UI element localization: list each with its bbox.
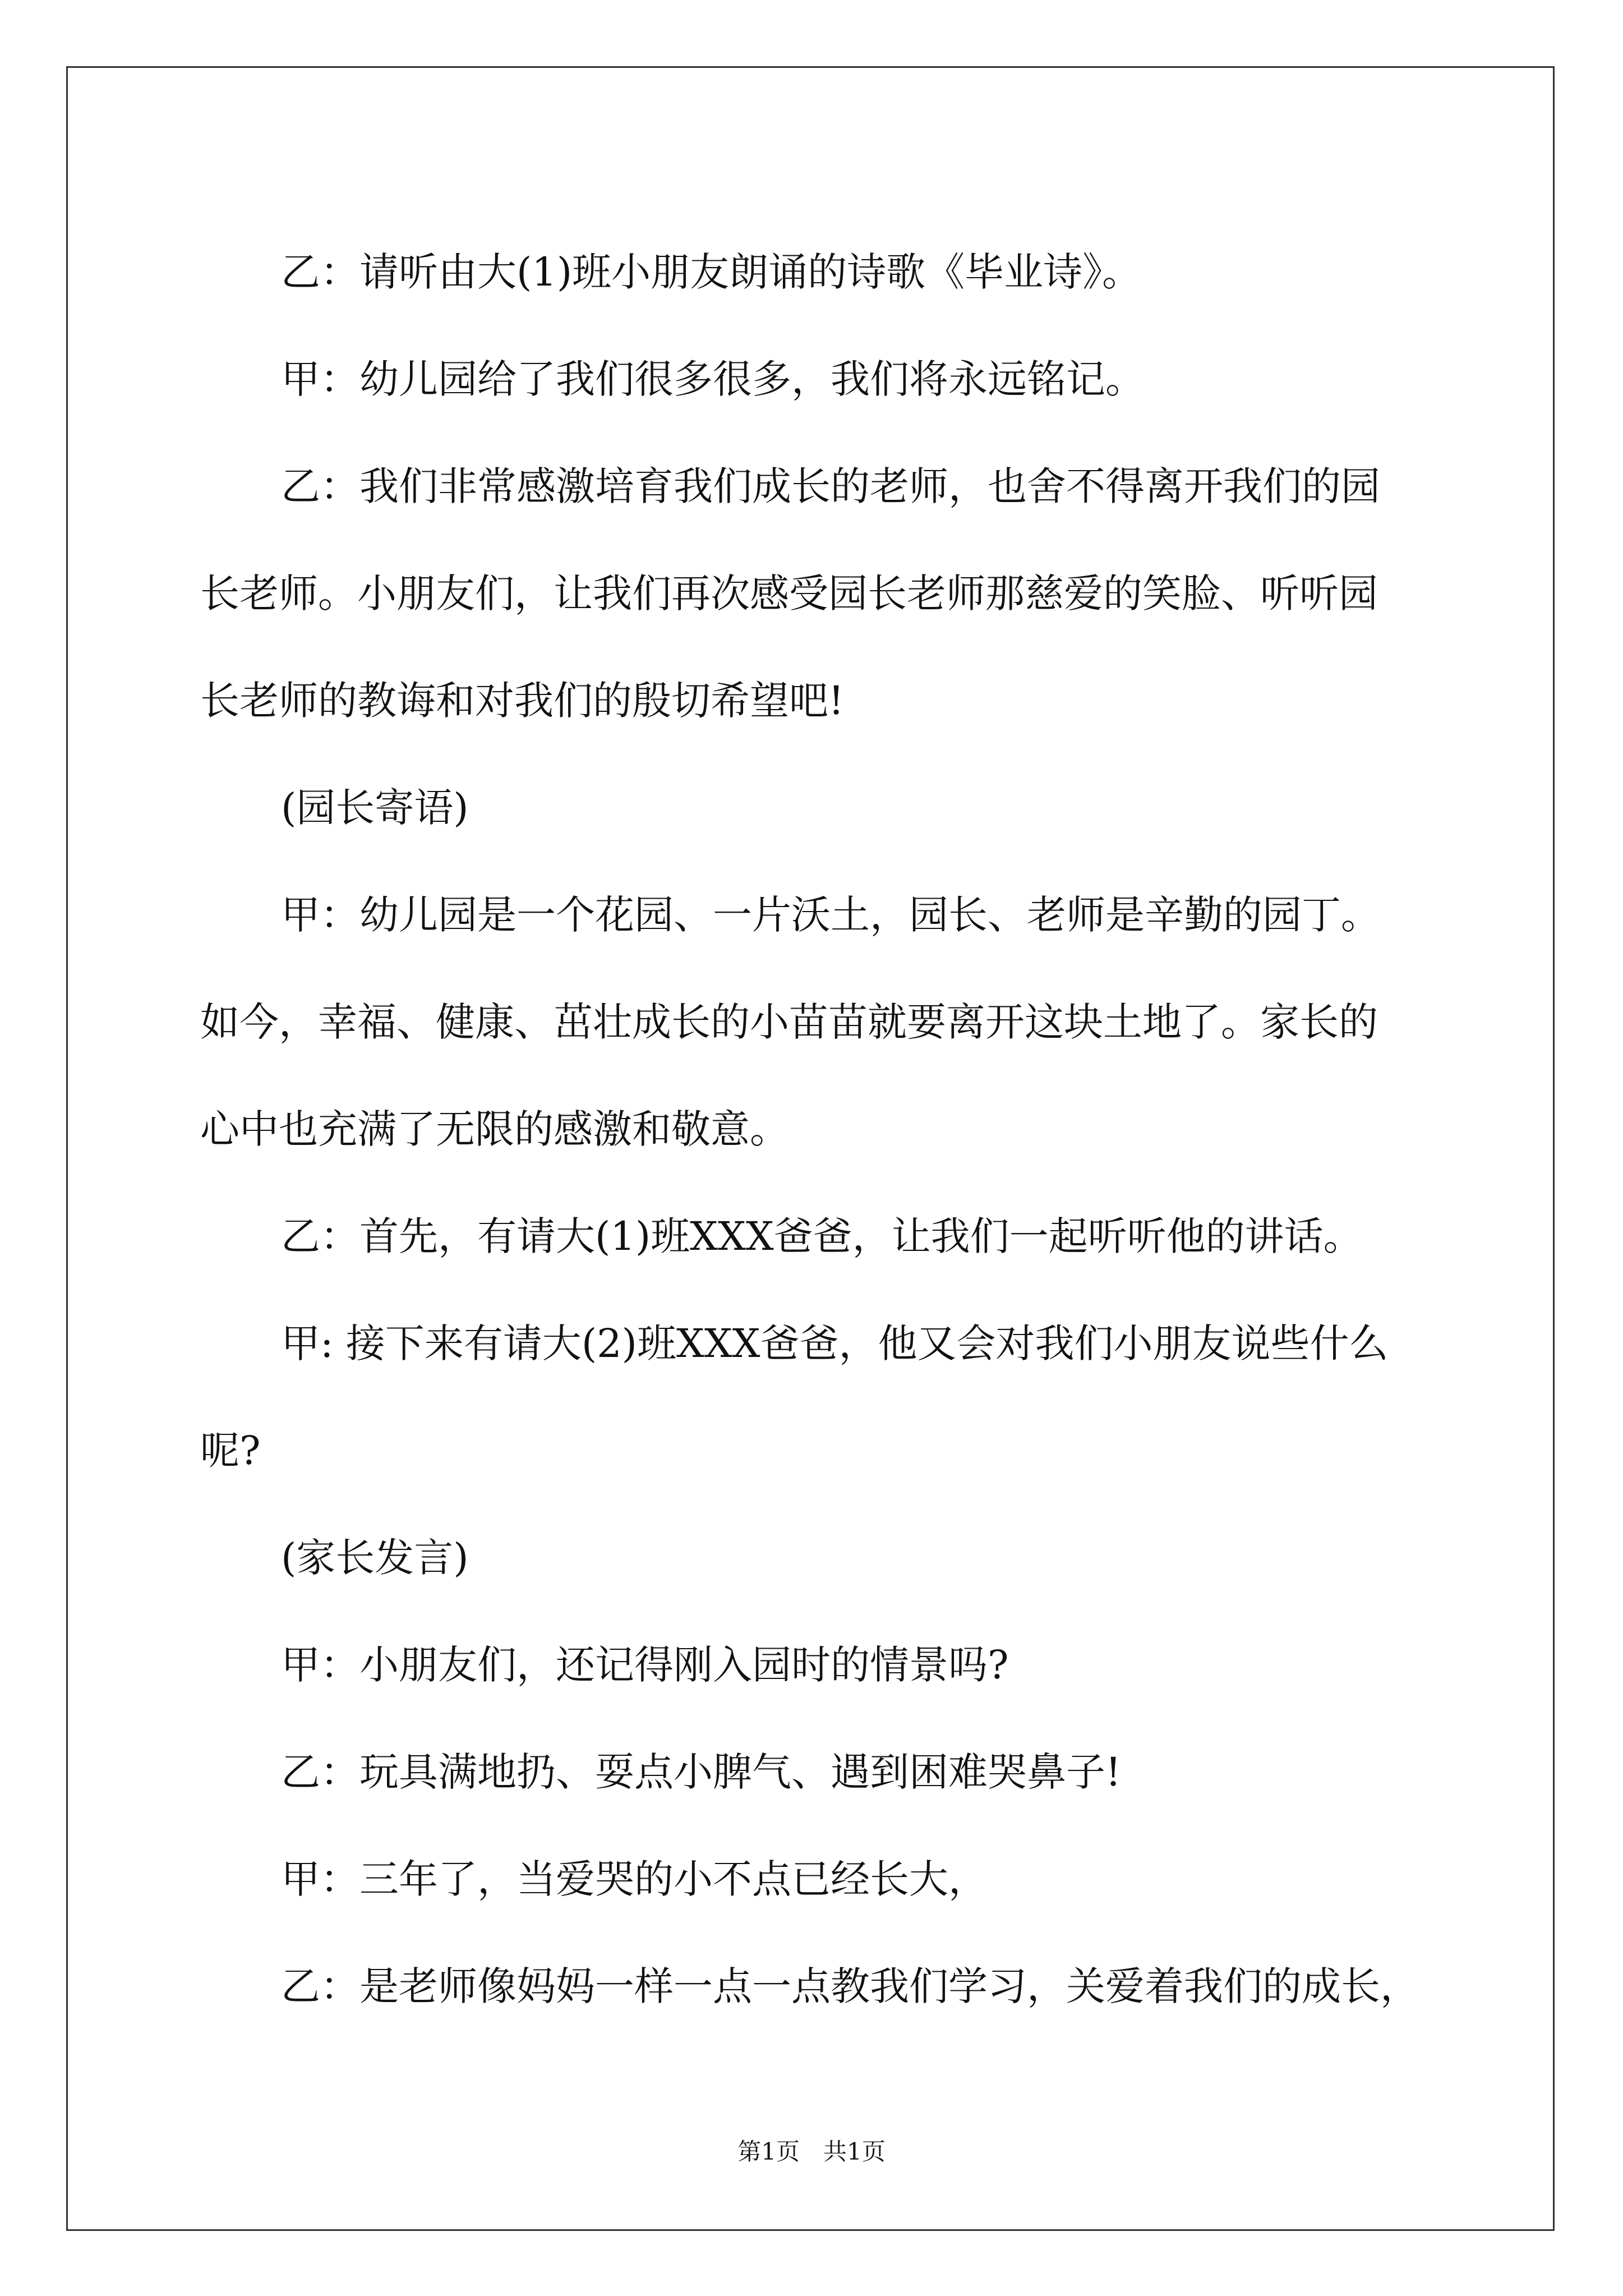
paragraph-line: 乙：我们非常感激培育我们成长的老师，也舍不得离开我们的园 — [281, 463, 1380, 509]
paragraph-line: 甲：幼儿园给了我们很多很多，我们将永远铭记。 — [281, 356, 1145, 402]
paragraph-line: 呢? — [200, 1428, 261, 1474]
paragraph-line: (园长寄语) — [281, 785, 469, 831]
paragraph-line: 长老师的教诲和对我们的殷切希望吧! — [200, 678, 845, 724]
paragraph-line: 乙：是老师像妈妈一样一点一点教我们学习，关爱着我们的成长， — [281, 1963, 1419, 2009]
paragraph-line: 长老师。小朋友们，让我们再次感受园长老师那慈爱的笑脸、听听园 — [200, 570, 1378, 616]
paragraph-line: 心中也充满了无限的感激和敬意。 — [200, 1106, 789, 1152]
document-body — [200, 219, 1434, 2040]
paragraph-line: 甲：幼儿园是一个花园、一片沃土，园长、老师是辛勤的园丁。 — [281, 892, 1380, 938]
paragraph-line: 如今，幸福、健康、茁壮成长的小苗苗就要离开这块土地了。家长的 — [200, 999, 1378, 1045]
paragraph-line: 甲: 接下来有请大(2)班XXX爸爸，他又会对我们小朋友说些什么 — [281, 1320, 1389, 1366]
page-number-footer: 第1页 共1页 — [737, 2138, 886, 2165]
paragraph-line: (家长发言) — [281, 1535, 469, 1581]
paragraph-line: 甲：小朋友们，还记得刚入园时的情景吗? — [281, 1642, 1009, 1688]
paragraph-line: 乙：请听由大(1)班小朋友朗诵的诗歌《毕业诗》。 — [281, 249, 1142, 295]
paragraph-line: 乙：玩具满地扔、耍点小脾气、遇到困难哭鼻子! — [281, 1749, 1122, 1795]
paragraph-line: 甲：三年了，当爱哭的小不点已经长大， — [281, 1856, 988, 1902]
paragraph-line: 乙：首先，有请大(1)班XXX爸爸，让我们一起听听他的讲话。 — [281, 1213, 1363, 1259]
